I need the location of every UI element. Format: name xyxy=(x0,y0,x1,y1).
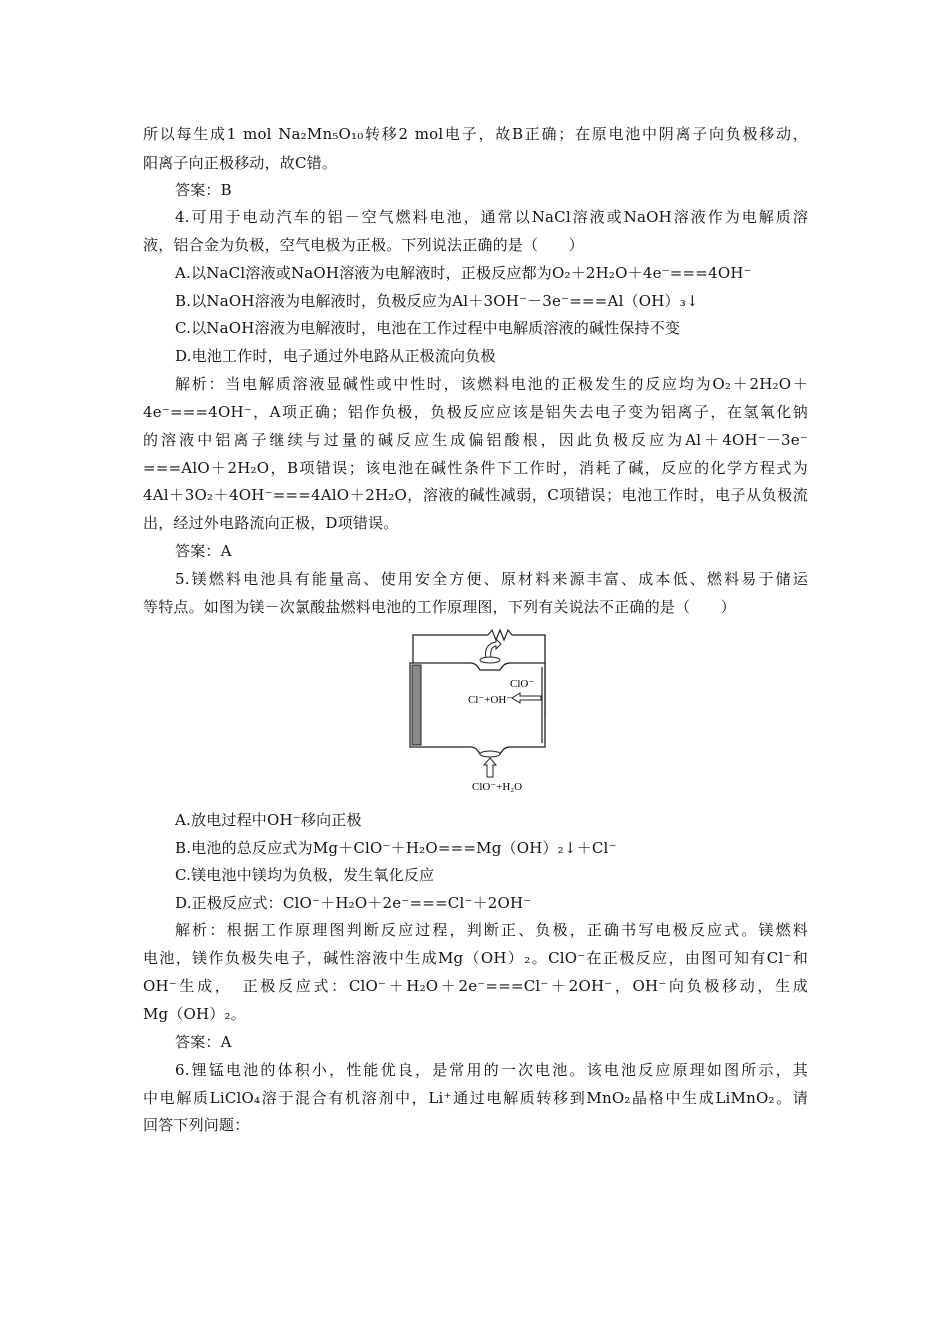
q5-analysis-line-1: 解析：根据工作原理图判断反应过程，判断正、负极，正确书写电极反应式。镁燃料 xyxy=(175,921,808,939)
q4-stem-line-2: 液，铝合金为负极，空气电极为正极。下列说法正确的是（ ） xyxy=(143,236,584,254)
q5-option-d: D.正极反应式：ClO⁻＋H₂O＋2e⁻===Cl⁻＋2OH⁻ xyxy=(175,894,532,912)
q5-option-a: A.放电过程中OH⁻移向正极 xyxy=(175,811,362,829)
q5-analysis-line-3: OH⁻生成， 正极反应式：ClO⁻＋H₂O＋2e⁻===Cl⁻＋2OH⁻，OH⁻向负极移动，生成 xyxy=(143,977,808,995)
q4-analysis-line-6: 出，经过外电路流向正极，D项错误。 xyxy=(143,514,399,532)
q4-answer: 答案：A xyxy=(175,542,232,560)
top-flow-arrow-icon xyxy=(485,639,501,659)
magnesium-electrode xyxy=(412,665,421,745)
q6-stem-line-2: 中电解质LiClO₄溶于混合有机溶剂中，Li⁺通过电解质转移到MnO₂晶格中生成LiMnO₂。请 xyxy=(143,1089,808,1107)
q4-option-d: D.电池工作时，电子通过外电路从正极流向负极 xyxy=(175,347,496,365)
q5-stem-line-2: 等特点。如图为镁－次氯酸盐燃料电池的工作原理图，下列有关说法不正确的是（ ） xyxy=(143,598,736,616)
q5-answer: 答案：A xyxy=(175,1033,232,1051)
q5-stem-line-1: 5.镁燃料电池具有能量高、使用安全方便、原材料来源丰富、成本低、燃料易于储运 xyxy=(175,570,808,588)
q4-option-c: C.以NaOH溶液为电解液时，电池在工作过程中电解质溶液的碱性保持不变 xyxy=(175,319,681,337)
q6-stem-line-3: 回答下列问题： xyxy=(143,1116,250,1134)
q5-analysis-line-4: Mg（OH）₂。 xyxy=(143,1005,246,1023)
bottom-up-arrow-icon xyxy=(484,758,496,777)
q4-analysis-line-4: ===AlO＋2H₂O，B项错误；该电池在碱性条件下工作时，消耗了碱，反应的化学方程式为 xyxy=(143,459,808,477)
q3-tail-line-1: 所以每生成1 mol Na₂Mn₅O₁₀转移2 mol电子，故B正确；在原电池中阴离子向负极移动， xyxy=(143,125,808,143)
q4-analysis-line-3: 的溶液中铝离子继续与过量的碱反应生成偏铝酸根，因此负极反应为Al＋4OH⁻－3e⁻ xyxy=(143,431,808,449)
q4-analysis-line-5: 4Al＋3O₂＋4OH⁻===4AlO＋2H₂O，溶液的碱性减弱，C项错误；电池工作时，电子从负极流 xyxy=(143,486,808,504)
label-cl-oh: Cl⁻+OH⁻ xyxy=(468,694,513,706)
q4-stem-line-1: 4.可用于电动汽车的铝－空气燃料电池，通常以NaCl溶液或NaOH溶液作为电解质溶 xyxy=(175,208,808,226)
q4-analysis-line-1: 解析：当电解质溶液显碱性或中性时，该燃料电池的正极发生的反应均为O₂＋2H₂O＋ xyxy=(175,375,808,393)
label-clo-h2o: ClO⁻+H₂O xyxy=(472,781,523,792)
q6-stem-line-1: 6.锂锰电池的体积小，性能优良，是常用的一次电池。该电池反应原理如图所示，其 xyxy=(175,1061,808,1079)
q4-option-b: B.以NaOH溶液为电解液时，负极反应为Al＋3OH⁻－3e⁻===Al（OH）₃↓ xyxy=(175,292,699,310)
q3-tail-line-2: 阳离子向正极移动，故C错。 xyxy=(143,154,338,172)
mg-hypochlorite-cell-diagram xyxy=(400,627,560,792)
q4-option-a: A.以NaCl溶液或NaOH溶液为电解液时，正极反应都为O₂＋2H₂O＋4e⁻===4OH⁻ xyxy=(175,264,752,282)
q5-option-b: B.电池的总反应式为Mg＋ClO⁻＋H₂O===Mg（OH）₂↓＋Cl⁻ xyxy=(175,839,617,857)
resistor-icon xyxy=(488,630,512,640)
q4-analysis-line-2: 4e⁻===4OH⁻，A项正确；铝作负极，负极反应应该是铝失去电子变为铝离子，在氢氧化钠 xyxy=(143,403,808,421)
q3-answer: 答案：B xyxy=(175,181,232,199)
q5-analysis-line-2: 电池，镁作负极失电子，碱性溶液中生成Mg（OH）₂。ClO⁻在正极反应，由图可知有Cl⁻和 xyxy=(143,949,808,967)
q5-option-c: C.镁电池中镁均为负极，发生氧化反应 xyxy=(175,866,435,884)
label-clo: ClO⁻ xyxy=(510,678,535,690)
